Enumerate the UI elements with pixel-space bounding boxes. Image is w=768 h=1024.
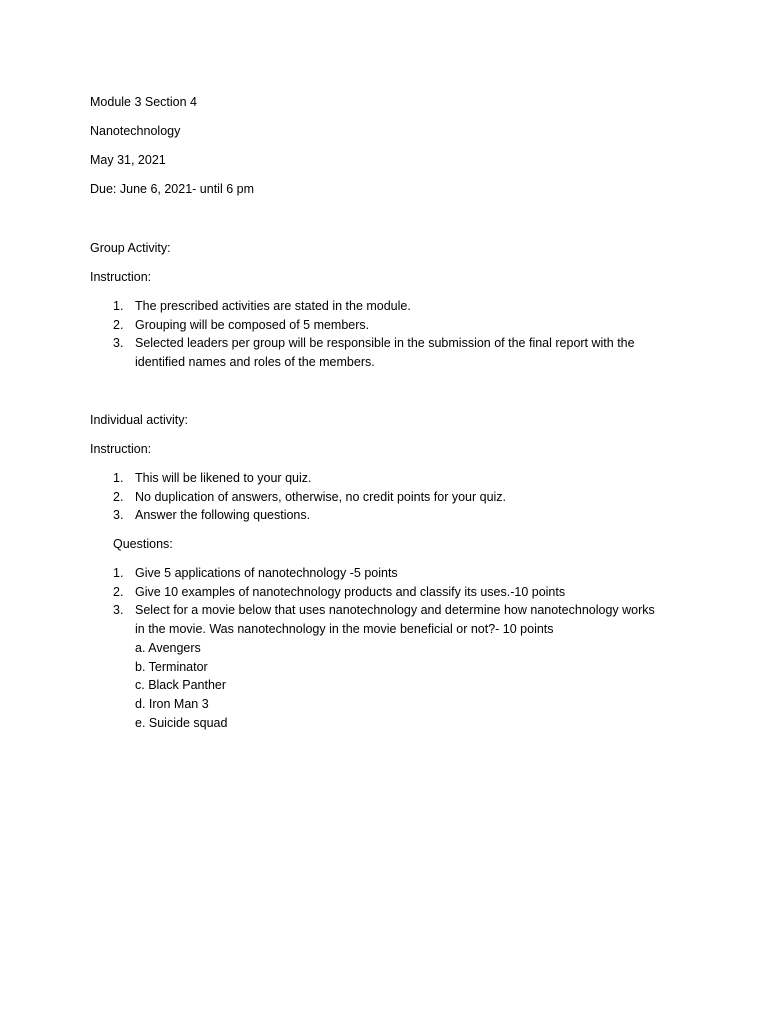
movie-option: d. Iron Man 3	[135, 696, 209, 711]
question-text: Give 10 examples of nanotechnology products and classify its uses.-10 points	[135, 584, 566, 599]
question-number: 1.	[113, 566, 124, 580]
list-item	[90, 334, 635, 371]
list-item	[90, 488, 506, 507]
list-item-text-continued: identified names and roles of the members.	[135, 355, 375, 370]
list-item-text: Grouping will be composed of 5 members.	[135, 317, 370, 332]
question-number: 3.	[113, 603, 124, 618]
list-number: 1.	[113, 471, 124, 485]
movie-option: a. Avengers	[135, 640, 201, 655]
list-number: 1.	[113, 299, 124, 313]
list-number: 2.	[113, 489, 124, 504]
individual-instruction-label: Instruction:	[90, 442, 152, 456]
list-item	[90, 297, 635, 316]
group-instruction-label: Instruction:	[90, 270, 152, 284]
due-line: Due: June 6, 2021- until 6 pm	[90, 182, 254, 196]
list-item	[90, 506, 506, 525]
list-item	[90, 469, 506, 488]
list-item-text: Answer the following questions.	[135, 508, 311, 523]
list-number: 3.	[113, 508, 124, 523]
question-number: 2.	[113, 584, 124, 599]
list-item-text: The prescribed activities are stated in the module.	[135, 299, 411, 313]
question-item	[90, 601, 655, 732]
question-text-continued: in the movie. Was nanotechnology in the movie beneficial or not?- 10 points	[135, 622, 554, 637]
question-text: Select for a movie below that uses nanotechnology and determine how nanotechnology works	[135, 603, 655, 618]
list-item-text: This will be likened to your quiz.	[135, 471, 312, 485]
movie-option: e. Suicide squad	[135, 715, 228, 730]
question-item	[90, 583, 655, 602]
individual-instruction-list	[90, 469, 506, 525]
question-text: Give 5 applications of nanotechnology -5 points	[135, 566, 398, 580]
list-item	[90, 316, 635, 335]
list-number: 2.	[113, 317, 124, 332]
group-activity-title: Group Activity:	[90, 241, 171, 255]
topic-heading: Nanotechnology	[90, 124, 181, 138]
movie-option: b. Terminator	[135, 659, 208, 674]
individual-activity-title: Individual activity:	[90, 413, 188, 427]
date-line: May 31, 2021	[90, 153, 166, 167]
list-item-text: No duplication of answers, otherwise, no credit points for your quiz.	[135, 489, 507, 504]
list-item-text: Selected leaders per group will be responsible in the submission of the final report with the	[135, 336, 635, 351]
list-number: 3.	[113, 336, 124, 351]
movie-option: c. Black Panther	[135, 678, 227, 693]
questions-list	[90, 564, 655, 732]
group-instruction-list	[90, 297, 635, 372]
module-heading: Module 3 Section 4	[90, 95, 198, 109]
question-item	[90, 564, 655, 583]
questions-label: Questions:	[113, 537, 173, 551]
